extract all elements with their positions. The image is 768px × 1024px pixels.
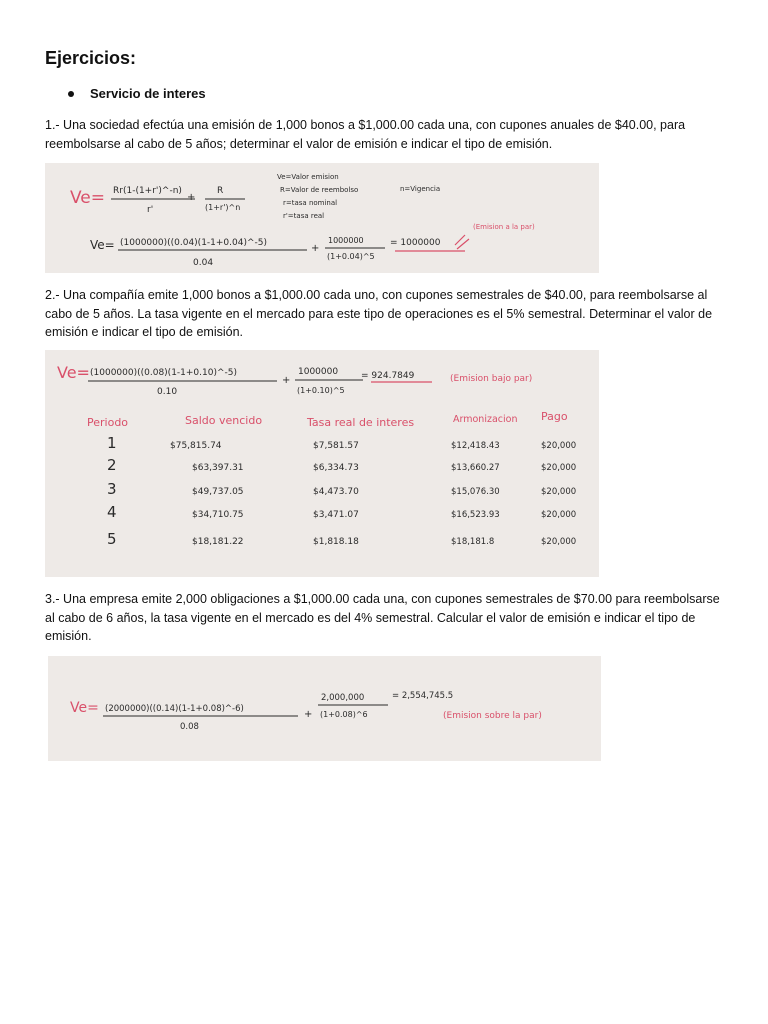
svg-text:+: + <box>187 192 196 203</box>
ex1-formula-r-den: (1+r')^n <box>205 203 241 212</box>
ex2-cell-periodo-1: 1 <box>107 434 117 452</box>
svg-text:+: + <box>304 709 313 720</box>
ex2-cell-armonizacion-4: $16,523.93 <box>451 510 500 520</box>
ex1-calc-num: (1000000)((0.04)(1-1+0.04)^-5) <box>120 238 268 248</box>
ex2-cell-armonizacion-5: $18,181.8 <box>451 537 495 547</box>
ex2-cell-pago-5: $20,000 <box>541 537 577 547</box>
ex1-result: = 1000000 <box>390 238 441 248</box>
ex1-legend-0: Ve=Valor emision <box>277 173 339 181</box>
ex2-calc-r-num: 1000000 <box>298 367 339 377</box>
ex1-calc-r-num: 1000000 <box>328 236 364 245</box>
ex2-header-pago: Pago <box>541 410 568 423</box>
ex2-result: = 924.7849 <box>361 371 415 381</box>
ex2-ve-label: Ve= <box>57 363 90 382</box>
ex1-note: (Emision a la par) <box>473 223 535 231</box>
ex2-cell-pago-3: $20,000 <box>541 487 577 497</box>
exercise-3-photo <box>48 656 601 761</box>
ex1-calc-label: Ve= <box>90 238 115 252</box>
ex2-cell-pago-2: $20,000 <box>541 463 577 473</box>
ex1-legend-n: n=Vigencia <box>400 185 441 193</box>
ex2-cell-periodo-5: 5 <box>107 530 117 548</box>
bullet-dot <box>68 91 74 97</box>
ex1-formula-num: Rr(1-(1+r')^-n) <box>113 186 182 196</box>
svg-text:+: + <box>311 243 320 254</box>
exercise-2-photo <box>45 350 599 577</box>
ex2-cell-armonizacion-3: $15,076.30 <box>451 487 500 497</box>
ex1-checkmark <box>455 235 469 249</box>
ex2-cell-saldo-2: $63,397.31 <box>192 463 244 473</box>
ex2-header-periodo: Periodo <box>87 416 129 429</box>
ex2-calc-den: 0.10 <box>157 387 178 397</box>
ex2-cell-armonizacion-2: $13,660.27 <box>451 463 500 473</box>
ex2-cell-pago-4: $20,000 <box>541 510 577 520</box>
exercise-1-text: 1.- Una sociedad efectúa una emisión de 1,000 bonos a $1,000.00 cada una, con cupones anuales de $40.00, para reembolsarse al cabo de 5 años; determinar el valor de emisión e indicar el tipo de emisión. <box>45 118 686 151</box>
ex2-header-tasa: Tasa real de interes <box>307 416 415 429</box>
ex3-calc-r-den: (1+0.08)^6 <box>320 710 368 719</box>
ex2-cell-saldo-4: $34,710.75 <box>192 510 244 520</box>
ex3-note: (Emision sobre la par) <box>443 711 542 721</box>
ex2-amortization-table <box>87 410 576 548</box>
ex2-header-armonizacion: Armonizacion <box>453 414 518 425</box>
ex1-legend-1: R=Valor de reembolso <box>280 186 359 194</box>
ex1-formula-r-num: R <box>217 186 224 196</box>
ex2-cell-tasa-2: $6,334.73 <box>313 463 359 473</box>
ex3-calc-r-num: 2,000,000 <box>321 693 365 703</box>
ex1-formula-den: r' <box>147 205 154 215</box>
ex2-note: (Emision bajo par) <box>450 374 533 384</box>
ex2-cell-periodo-2: 2 <box>107 456 117 474</box>
ex2-header-saldo: Saldo vencido <box>185 414 263 427</box>
ex2-cell-saldo-3: $49,737.05 <box>192 487 244 497</box>
ex1-legend-2: r=tasa nominal <box>283 199 338 207</box>
ex2-cell-armonizacion-1: $12,418.43 <box>451 441 500 451</box>
section-label: Servicio de interes <box>90 86 206 101</box>
ex2-cell-tasa-4: $3,471.07 <box>313 510 359 520</box>
exercise-2-text: 2.- Una compañía emite 1,000 bonos a $1,000.00 cada uno, con cupones semestrales de $40.00, para reembolsarse al cabo de 5 años. La tasa vigente en el mercado para este tipo de operaciones es el 5% semestral. Determinar el valor de emisión e indicar el tipo de emisión. <box>45 288 713 339</box>
ex2-cell-tasa-3: $4,473.70 <box>313 487 359 497</box>
ex1-legend-3: r'=tasa real <box>283 212 325 220</box>
ex2-cell-saldo-5: $18,181.22 <box>192 537 244 547</box>
ex3-calc-den: 0.08 <box>180 722 199 732</box>
svg-text:+: + <box>282 375 291 386</box>
section-bullet <box>68 86 206 101</box>
ex2-calc-num: (1000000)((0.08)(1-1+0.10)^-5) <box>90 368 238 378</box>
ex3-result: = 2,554,745.5 <box>392 691 454 701</box>
ex2-cell-saldo-1: $75,815.74 <box>170 441 222 451</box>
ex3-calc-num: (2000000)((0.14)(1-1+0.08)^-6) <box>105 704 244 714</box>
exercise-3-text: 3.- Una empresa emite 2,000 obligaciones a $1,000.00 cada una, con cupones semestrales de $70.00 para reembolsarse al cabo de 6 años, la tasa vigente en el mercado es del 4% semestral. Calcular el valor de emisión e indicar el tipo de emisión. <box>45 592 720 643</box>
ex2-cell-pago-1: $20,000 <box>541 441 577 451</box>
ex2-cell-tasa-1: $7,581.57 <box>313 441 359 451</box>
exercise-1-photo <box>45 163 599 273</box>
ex3-ve-label: Ve= <box>70 700 99 716</box>
ex1-calc-den: 0.04 <box>193 258 214 268</box>
ex2-cell-tasa-5: $1,818.18 <box>313 537 359 547</box>
ex2-calc-r-den: (1+0.10)^5 <box>297 386 345 395</box>
ex1-ve-label: Ve= <box>70 188 106 208</box>
page-title: Ejercicios: <box>45 48 137 68</box>
ex2-cell-periodo-3: 3 <box>107 480 117 498</box>
ex2-cell-periodo-4: 4 <box>107 503 117 521</box>
ex1-calc-r-den: (1+0.04)^5 <box>327 252 375 261</box>
